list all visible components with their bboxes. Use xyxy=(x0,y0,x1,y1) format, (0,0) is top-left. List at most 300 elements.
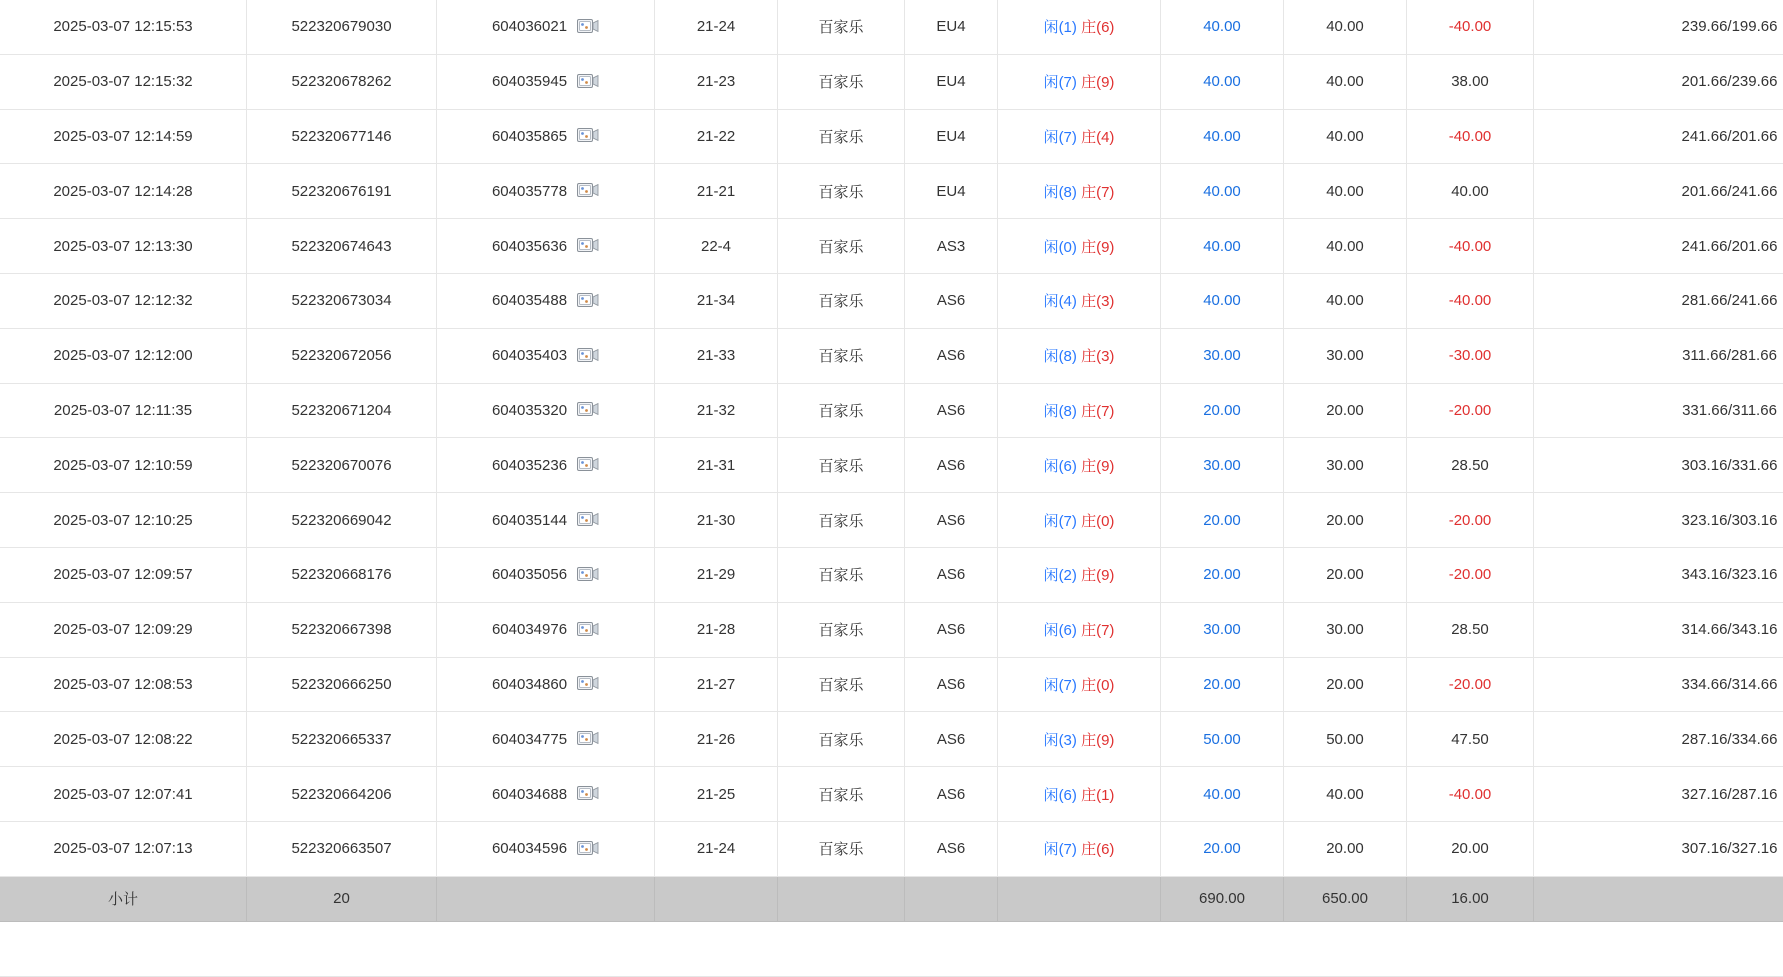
player-result xyxy=(1044,841,1077,858)
cell-bet-id: 522320671204 xyxy=(247,383,437,438)
video-clip-icon[interactable] xyxy=(577,729,599,749)
cell-game: 百家乐 xyxy=(778,219,905,274)
cell-shoe-round: 21-32 xyxy=(655,383,778,438)
summary-win-loss: 16.00 xyxy=(1407,876,1534,921)
player-points: (8) xyxy=(1059,184,1077,201)
video-clip-icon[interactable] xyxy=(577,236,599,256)
banker-points: (9) xyxy=(1096,74,1114,91)
cell-round xyxy=(437,109,655,164)
cell-balance: 314.66/343.16 xyxy=(1534,602,1783,657)
cell-game: 百家乐 xyxy=(778,547,905,602)
cell-balance: 331.66/311.66 xyxy=(1534,383,1783,438)
video-clip-icon[interactable] xyxy=(577,839,599,859)
cell-round xyxy=(437,164,655,219)
cell-balance: 201.66/239.66 xyxy=(1534,54,1783,109)
banker-points: (7) xyxy=(1096,403,1114,420)
cell-shoe-round: 21-26 xyxy=(655,712,778,767)
banker-points: (3) xyxy=(1096,348,1114,365)
cell-win-loss: -20.00 xyxy=(1407,547,1534,602)
round-number: 604035945 xyxy=(492,73,567,90)
cell-stake[interactable]: 50.00 xyxy=(1161,712,1284,767)
cell-win-loss: -20.00 xyxy=(1407,493,1534,548)
banker-label: 庄 xyxy=(1081,19,1096,36)
banker-label: 庄 xyxy=(1081,622,1096,639)
video-clip-icon[interactable] xyxy=(577,455,599,475)
table-row xyxy=(0,657,1783,712)
banker-points: (1) xyxy=(1096,787,1114,804)
cell-valid-bet: 50.00 xyxy=(1284,712,1407,767)
cell-table-code: AS6 xyxy=(905,493,998,548)
cell-table-code: AS6 xyxy=(905,547,998,602)
cell-time: 2025-03-07 12:09:57 xyxy=(0,547,247,602)
summary-label: 小计 xyxy=(0,876,247,921)
cell-stake[interactable]: 40.00 xyxy=(1161,0,1284,54)
cell-valid-bet: 30.00 xyxy=(1284,438,1407,493)
banker-label: 庄 xyxy=(1081,787,1096,804)
cell-result xyxy=(998,54,1161,109)
banker-points: (9) xyxy=(1096,732,1114,749)
table-row xyxy=(0,821,1783,876)
cell-game: 百家乐 xyxy=(778,0,905,54)
banker-points: (7) xyxy=(1096,622,1114,639)
banker-label: 庄 xyxy=(1081,567,1096,584)
cell-time: 2025-03-07 12:15:53 xyxy=(0,0,247,54)
player-result xyxy=(1044,19,1077,36)
player-result xyxy=(1044,732,1077,749)
cell-result xyxy=(998,164,1161,219)
cell-table-code: EU4 xyxy=(905,164,998,219)
cell-result xyxy=(998,547,1161,602)
banker-result xyxy=(1081,458,1114,475)
cell-time: 2025-03-07 12:10:25 xyxy=(0,493,247,548)
round-number: 604035636 xyxy=(492,238,567,255)
video-clip-icon[interactable] xyxy=(577,620,599,640)
cell-win-loss: -40.00 xyxy=(1407,767,1534,822)
player-result xyxy=(1044,677,1077,694)
banker-label: 庄 xyxy=(1081,239,1096,256)
cell-round xyxy=(437,54,655,109)
player-points: (6) xyxy=(1059,458,1077,475)
cell-shoe-round: 21-27 xyxy=(655,657,778,712)
cell-shoe-round: 21-24 xyxy=(655,0,778,54)
cell-valid-bet: 40.00 xyxy=(1284,219,1407,274)
cell-round xyxy=(437,438,655,493)
cell-stake[interactable]: 20.00 xyxy=(1161,383,1284,438)
banker-label: 庄 xyxy=(1081,184,1096,201)
cell-game: 百家乐 xyxy=(778,767,905,822)
cell-balance: 323.16/303.16 xyxy=(1534,493,1783,548)
cell-balance: 241.66/201.66 xyxy=(1534,219,1783,274)
cell-valid-bet: 20.00 xyxy=(1284,821,1407,876)
cell-balance: 281.66/241.66 xyxy=(1534,273,1783,328)
banker-label: 庄 xyxy=(1081,841,1096,858)
cell-balance: 307.16/327.16 xyxy=(1534,821,1783,876)
cell-win-loss: 38.00 xyxy=(1407,54,1534,109)
player-points: (7) xyxy=(1059,74,1077,91)
table-row xyxy=(0,712,1783,767)
banker-label: 庄 xyxy=(1081,458,1096,475)
cell-table-code: AS6 xyxy=(905,657,998,712)
summary-result xyxy=(998,876,1161,921)
cell-game: 百家乐 xyxy=(778,54,905,109)
cell-bet-id: 522320669042 xyxy=(247,493,437,548)
cell-time: 2025-03-07 12:12:32 xyxy=(0,273,247,328)
video-clip-icon[interactable] xyxy=(577,181,599,201)
cell-result xyxy=(998,109,1161,164)
banker-label: 庄 xyxy=(1081,732,1096,749)
cell-game: 百家乐 xyxy=(778,821,905,876)
cell-round xyxy=(437,657,655,712)
cell-valid-bet: 30.00 xyxy=(1284,328,1407,383)
summary-row xyxy=(0,876,1783,921)
video-clip-icon[interactable] xyxy=(577,126,599,146)
cell-balance: 287.16/334.66 xyxy=(1534,712,1783,767)
table-row xyxy=(0,328,1783,383)
banker-result xyxy=(1081,19,1114,36)
banker-result xyxy=(1081,513,1114,530)
player-points: (4) xyxy=(1059,293,1077,310)
cell-game: 百家乐 xyxy=(778,493,905,548)
cell-valid-bet: 40.00 xyxy=(1284,0,1407,54)
cell-time: 2025-03-07 12:07:13 xyxy=(0,821,247,876)
banker-points: (9) xyxy=(1096,458,1114,475)
summary-shoe xyxy=(655,876,778,921)
player-label: 闲 xyxy=(1044,129,1059,146)
cell-bet-id: 522320670076 xyxy=(247,438,437,493)
cell-stake[interactable]: 30.00 xyxy=(1161,602,1284,657)
cell-bet-id: 522320672056 xyxy=(247,328,437,383)
cell-win-loss: 28.50 xyxy=(1407,602,1534,657)
cell-time: 2025-03-07 12:08:22 xyxy=(0,712,247,767)
cell-round xyxy=(437,712,655,767)
banker-points: (9) xyxy=(1096,239,1114,256)
cell-table-code: AS6 xyxy=(905,712,998,767)
cell-stake[interactable]: 20.00 xyxy=(1161,821,1284,876)
cell-valid-bet: 40.00 xyxy=(1284,109,1407,164)
cell-result xyxy=(998,657,1161,712)
cell-result xyxy=(998,438,1161,493)
round-number: 604035488 xyxy=(492,292,567,309)
cell-win-loss: -40.00 xyxy=(1407,219,1534,274)
player-label: 闲 xyxy=(1044,622,1059,639)
player-points: (7) xyxy=(1059,677,1077,694)
round-number: 604035056 xyxy=(492,566,567,583)
cell-result xyxy=(998,328,1161,383)
cell-valid-bet: 40.00 xyxy=(1284,273,1407,328)
summary-table-code xyxy=(905,876,998,921)
player-result xyxy=(1044,458,1077,475)
player-result xyxy=(1044,567,1077,584)
player-points: (7) xyxy=(1059,513,1077,530)
cell-result xyxy=(998,493,1161,548)
cell-win-loss: -30.00 xyxy=(1407,328,1534,383)
round-number: 604034596 xyxy=(492,840,567,857)
banker-result xyxy=(1081,732,1114,749)
cell-stake[interactable]: 30.00 xyxy=(1161,328,1284,383)
cell-result xyxy=(998,767,1161,822)
video-clip-icon[interactable] xyxy=(577,674,599,694)
video-clip-icon[interactable] xyxy=(577,72,599,92)
banker-label: 庄 xyxy=(1081,403,1096,420)
cell-valid-bet: 20.00 xyxy=(1284,547,1407,602)
cell-win-loss: -40.00 xyxy=(1407,109,1534,164)
table-row xyxy=(0,767,1783,822)
cell-round xyxy=(437,821,655,876)
round-number: 604034688 xyxy=(492,786,567,803)
cell-table-code: EU4 xyxy=(905,0,998,54)
player-points: (3) xyxy=(1059,732,1077,749)
cell-bet-id: 522320678262 xyxy=(247,54,437,109)
cell-bet-id: 522320679030 xyxy=(247,0,437,54)
banker-result xyxy=(1081,403,1114,420)
round-number: 604034775 xyxy=(492,731,567,748)
player-result xyxy=(1044,513,1077,530)
cell-table-code: AS6 xyxy=(905,767,998,822)
cell-round xyxy=(437,602,655,657)
cell-game: 百家乐 xyxy=(778,164,905,219)
cell-table-code: AS6 xyxy=(905,328,998,383)
banker-result xyxy=(1081,129,1114,146)
cell-round xyxy=(437,767,655,822)
table-bottom-edge xyxy=(0,921,1783,976)
round-number: 604034860 xyxy=(492,676,567,693)
player-points: (0) xyxy=(1059,239,1077,256)
cell-table-code: AS3 xyxy=(905,219,998,274)
player-result xyxy=(1044,184,1077,201)
cell-stake[interactable]: 40.00 xyxy=(1161,54,1284,109)
banker-points: (3) xyxy=(1096,293,1114,310)
cell-balance: 201.66/241.66 xyxy=(1534,164,1783,219)
cell-bet-id: 522320667398 xyxy=(247,602,437,657)
round-number: 604035320 xyxy=(492,402,567,419)
player-result xyxy=(1044,622,1077,639)
summary-valid-bet: 650.00 xyxy=(1284,876,1407,921)
banker-points: (0) xyxy=(1096,513,1114,530)
player-points: (1) xyxy=(1059,19,1077,36)
banker-label: 庄 xyxy=(1081,513,1096,530)
cell-shoe-round: 22-4 xyxy=(655,219,778,274)
cell-stake[interactable]: 30.00 xyxy=(1161,438,1284,493)
banker-points: (9) xyxy=(1096,567,1114,584)
player-label: 闲 xyxy=(1044,239,1059,256)
cell-win-loss: -20.00 xyxy=(1407,383,1534,438)
cell-bet-id: 522320673034 xyxy=(247,273,437,328)
banker-label: 庄 xyxy=(1081,74,1096,91)
cell-stake[interactable]: 40.00 xyxy=(1161,767,1284,822)
cell-stake[interactable]: 20.00 xyxy=(1161,493,1284,548)
cell-game: 百家乐 xyxy=(778,383,905,438)
player-label: 闲 xyxy=(1044,74,1059,91)
table-row xyxy=(0,273,1783,328)
cell-balance: 343.16/323.16 xyxy=(1534,547,1783,602)
cell-shoe-round: 21-25 xyxy=(655,767,778,822)
cell-balance: 239.66/199.66 xyxy=(1534,0,1783,54)
cell-round xyxy=(437,0,655,54)
cell-result xyxy=(998,712,1161,767)
cell-round xyxy=(437,328,655,383)
cell-bet-id: 522320676191 xyxy=(247,164,437,219)
cell-result xyxy=(998,821,1161,876)
cell-shoe-round: 21-34 xyxy=(655,273,778,328)
table-row xyxy=(0,602,1783,657)
round-number: 604035778 xyxy=(492,183,567,200)
cell-stake[interactable]: 40.00 xyxy=(1161,109,1284,164)
banker-result xyxy=(1081,239,1114,256)
player-result xyxy=(1044,787,1077,804)
summary-balance xyxy=(1534,876,1783,921)
cell-game: 百家乐 xyxy=(778,657,905,712)
cell-time: 2025-03-07 12:07:41 xyxy=(0,767,247,822)
player-points: (8) xyxy=(1059,403,1077,420)
cell-time: 2025-03-07 12:09:29 xyxy=(0,602,247,657)
cell-game: 百家乐 xyxy=(778,602,905,657)
cell-shoe-round: 21-28 xyxy=(655,602,778,657)
video-clip-icon[interactable] xyxy=(577,565,599,585)
banker-result xyxy=(1081,677,1114,694)
player-result xyxy=(1044,348,1077,365)
cell-game: 百家乐 xyxy=(778,109,905,164)
cell-valid-bet: 40.00 xyxy=(1284,767,1407,822)
player-label: 闲 xyxy=(1044,184,1059,201)
cell-time: 2025-03-07 12:13:30 xyxy=(0,219,247,274)
round-number: 604035144 xyxy=(492,512,567,529)
banker-points: (6) xyxy=(1096,19,1114,36)
cell-round xyxy=(437,493,655,548)
cell-round xyxy=(437,547,655,602)
round-number: 604034976 xyxy=(492,621,567,638)
banker-result xyxy=(1081,348,1114,365)
video-clip-icon[interactable] xyxy=(577,346,599,366)
banker-points: (4) xyxy=(1096,129,1114,146)
player-points: (7) xyxy=(1059,129,1077,146)
cell-valid-bet: 20.00 xyxy=(1284,657,1407,712)
table-row xyxy=(0,438,1783,493)
banker-label: 庄 xyxy=(1081,348,1096,365)
table-bottom-edge-cell xyxy=(0,921,1783,976)
player-points: (7) xyxy=(1059,841,1077,858)
cell-valid-bet: 20.00 xyxy=(1284,383,1407,438)
cell-time: 2025-03-07 12:14:59 xyxy=(0,109,247,164)
round-number: 604036021 xyxy=(492,18,567,35)
cell-balance: 303.16/331.66 xyxy=(1534,438,1783,493)
cell-balance: 327.16/287.16 xyxy=(1534,767,1783,822)
cell-result xyxy=(998,602,1161,657)
cell-bet-id: 522320665337 xyxy=(247,712,437,767)
cell-time: 2025-03-07 12:14:28 xyxy=(0,164,247,219)
cell-valid-bet: 40.00 xyxy=(1284,54,1407,109)
cell-time: 2025-03-07 12:15:32 xyxy=(0,54,247,109)
banker-result xyxy=(1081,787,1114,804)
banker-points: (7) xyxy=(1096,184,1114,201)
cell-bet-id: 522320668176 xyxy=(247,547,437,602)
cell-round xyxy=(437,219,655,274)
cell-stake[interactable]: 40.00 xyxy=(1161,164,1284,219)
cell-time: 2025-03-07 12:08:53 xyxy=(0,657,247,712)
cell-result xyxy=(998,0,1161,54)
cell-stake[interactable]: 20.00 xyxy=(1161,657,1284,712)
cell-table-code: AS6 xyxy=(905,602,998,657)
cell-game: 百家乐 xyxy=(778,438,905,493)
cell-table-code: EU4 xyxy=(905,54,998,109)
video-clip-icon[interactable] xyxy=(577,510,599,530)
video-clip-icon[interactable] xyxy=(577,17,599,37)
player-result xyxy=(1044,74,1077,91)
player-points: (8) xyxy=(1059,348,1077,365)
player-result xyxy=(1044,293,1077,310)
cell-bet-id: 522320663507 xyxy=(247,821,437,876)
cell-win-loss: 20.00 xyxy=(1407,821,1534,876)
cell-win-loss: 40.00 xyxy=(1407,164,1534,219)
cell-win-loss: 28.50 xyxy=(1407,438,1534,493)
player-points: (6) xyxy=(1059,622,1077,639)
video-clip-icon[interactable] xyxy=(577,400,599,420)
cell-valid-bet: 30.00 xyxy=(1284,602,1407,657)
banker-label: 庄 xyxy=(1081,129,1096,146)
cell-bet-id: 522320677146 xyxy=(247,109,437,164)
player-label: 闲 xyxy=(1044,841,1059,858)
banker-points: (6) xyxy=(1096,841,1114,858)
cell-win-loss: 47.50 xyxy=(1407,712,1534,767)
player-result xyxy=(1044,239,1077,256)
banker-result xyxy=(1081,567,1114,584)
cell-game: 百家乐 xyxy=(778,712,905,767)
round-number: 604035865 xyxy=(492,128,567,145)
cell-balance: 334.66/314.66 xyxy=(1534,657,1783,712)
round-number: 604035236 xyxy=(492,457,567,474)
cell-win-loss: -20.00 xyxy=(1407,657,1534,712)
banker-label: 庄 xyxy=(1081,677,1096,694)
banker-result xyxy=(1081,622,1114,639)
player-label: 闲 xyxy=(1044,19,1059,36)
cell-win-loss: -40.00 xyxy=(1407,273,1534,328)
banker-result xyxy=(1081,184,1114,201)
player-label: 闲 xyxy=(1044,567,1059,584)
cell-bet-id: 522320674643 xyxy=(247,219,437,274)
cell-shoe-round: 21-33 xyxy=(655,328,778,383)
summary-game xyxy=(778,876,905,921)
player-label: 闲 xyxy=(1044,348,1059,365)
cell-table-code: EU4 xyxy=(905,109,998,164)
player-label: 闲 xyxy=(1044,787,1059,804)
cell-round xyxy=(437,273,655,328)
cell-balance: 241.66/201.66 xyxy=(1534,109,1783,164)
table-row xyxy=(0,383,1783,438)
video-clip-icon[interactable] xyxy=(577,291,599,311)
cell-shoe-round: 21-21 xyxy=(655,164,778,219)
cell-stake[interactable]: 20.00 xyxy=(1161,547,1284,602)
banker-result xyxy=(1081,74,1114,91)
player-label: 闲 xyxy=(1044,677,1059,694)
table-row xyxy=(0,164,1783,219)
cell-bet-id: 522320664206 xyxy=(247,767,437,822)
cell-shoe-round: 21-29 xyxy=(655,547,778,602)
cell-result xyxy=(998,383,1161,438)
cell-shoe-round: 21-22 xyxy=(655,109,778,164)
round-number: 604035403 xyxy=(492,347,567,364)
cell-result xyxy=(998,273,1161,328)
cell-stake[interactable]: 40.00 xyxy=(1161,219,1284,274)
player-label: 闲 xyxy=(1044,513,1059,530)
summary-count: 20 xyxy=(247,876,437,921)
table-row xyxy=(0,109,1783,164)
cell-bet-id: 522320666250 xyxy=(247,657,437,712)
cell-stake[interactable]: 40.00 xyxy=(1161,273,1284,328)
video-clip-icon[interactable] xyxy=(577,784,599,804)
player-points: (6) xyxy=(1059,787,1077,804)
player-points: (2) xyxy=(1059,567,1077,584)
player-label: 闲 xyxy=(1044,293,1059,310)
player-label: 闲 xyxy=(1044,732,1059,749)
